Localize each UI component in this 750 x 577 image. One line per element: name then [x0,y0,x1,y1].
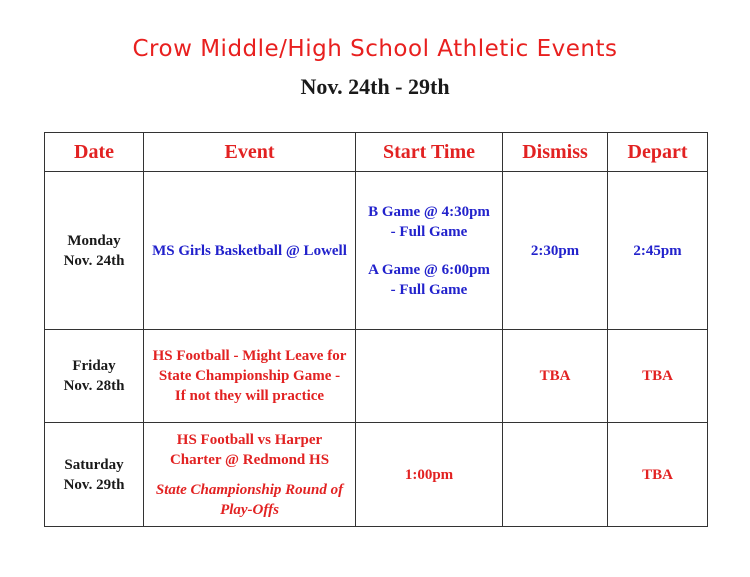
start-time-cell [356,330,503,423]
page-title: Crow Middle/High School Athletic Events [132,36,618,62]
table-header-row [45,133,708,172]
event-name: HS Football vs Harper Charter @ Redmond HS [169,431,330,468]
table-row [45,330,708,423]
event-cell [144,423,356,527]
date-range-subtitle: Nov. 24th - 29th [300,74,450,99]
start-time-a-game: A Game @ 6:00pm - Full Game [368,261,490,298]
header-event: Event [144,133,356,172]
event-cell [144,330,356,423]
depart-cell: 2:45pm [608,172,708,330]
date-day: Saturday [64,456,124,473]
dismiss-cell [503,423,608,527]
event-name: MS Girls Basketball @ Lowell [152,242,347,259]
header-depart: Depart [608,133,708,172]
date-cell [45,330,144,423]
date-day: Friday [72,358,116,374]
date-cell [45,172,144,330]
start-time-cell: 1:00pm [356,423,503,527]
event-name: HS Football - Might Leave for State Championship Game - If not they will practice [152,348,347,404]
depart-cell: TBA [608,330,708,423]
date-value: Nov. 28th [63,378,125,394]
header-start-time: Start Time [356,133,503,172]
depart-cell: TBA [608,423,708,527]
date-value: Nov. 29th [63,476,125,493]
date-day: Monday [67,232,121,249]
events-table [44,132,708,527]
table-row [45,172,708,330]
table-row [45,423,708,527]
dismiss-cell: TBA [503,330,608,423]
event-note: State Championship Round of Play-Offs [155,481,344,518]
date-cell [45,423,144,527]
dismiss-cell: 2:30pm [503,172,608,330]
date-value: Nov. 24th [63,252,125,269]
start-time-b-game: B Game @ 4:30pm - Full Game [368,203,490,240]
start-time-cell [356,172,503,330]
event-cell [144,172,356,330]
header-dismiss: Dismiss [503,133,608,172]
header-date: Date [45,133,144,172]
